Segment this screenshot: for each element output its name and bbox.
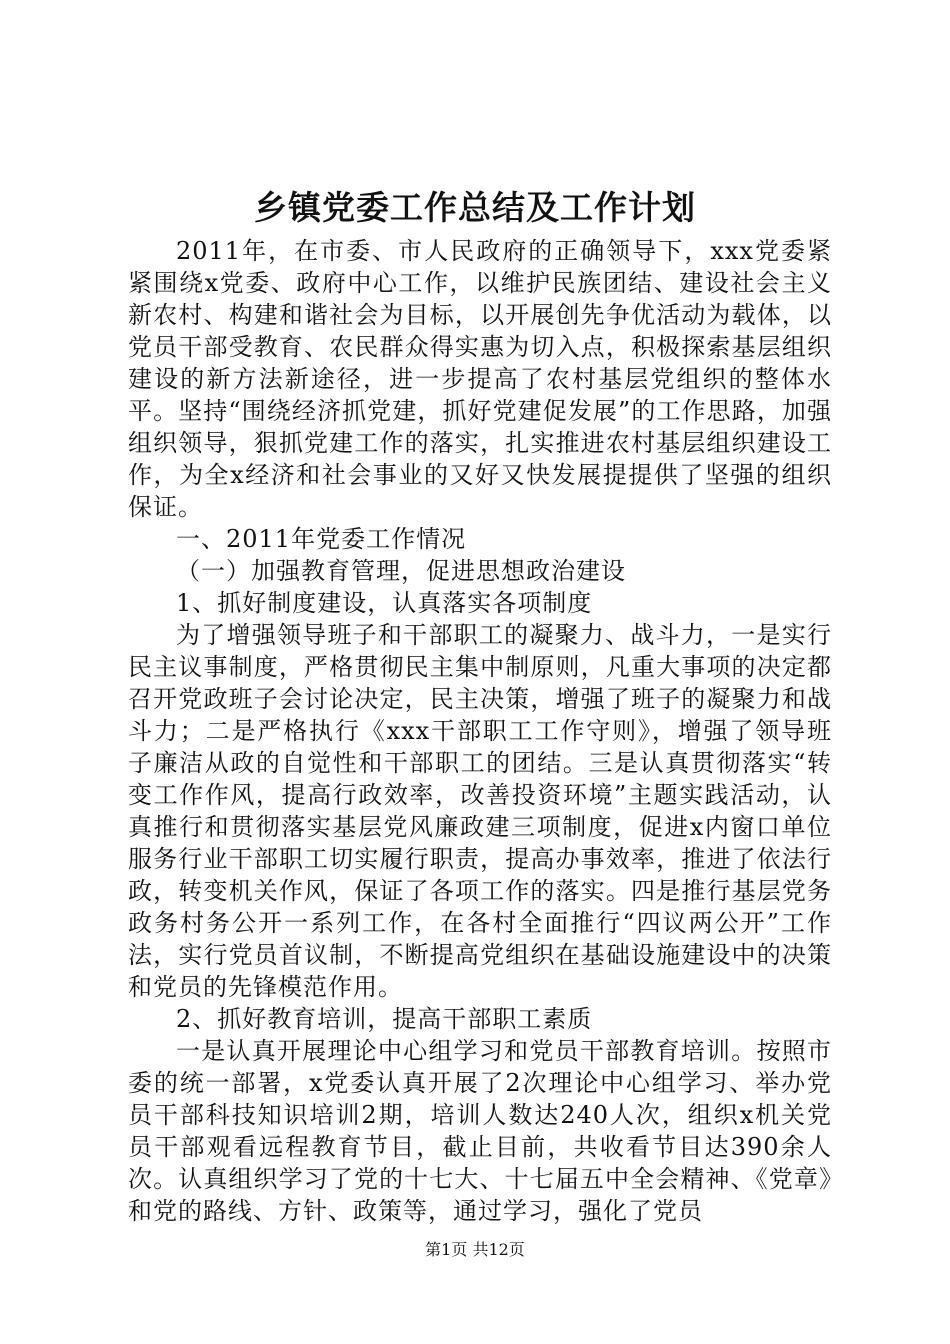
document-body: [128, 235, 832, 1227]
document-title: 乡镇党委工作总结及工作计划: [254, 188, 696, 227]
item-heading: 1、抓好制度建设，认真落实各项制度: [176, 589, 593, 617]
item-heading: 2、抓好教育培训，提高干部职工素质: [176, 1005, 593, 1033]
paragraph-system-building: 为了增强领导班子和干部职工的凝聚力、战斗力，一是实行民主议事制度，严格贯彻民主集中制原则，凡重大事项的决定都召开党政班子会讨论决定，民主决策，增强了班子的凝聚力和战斗力；二是严格执行《xxx干部职工工作守则》，增强了领导班子廉洁从政的自觉性和干部职工的团结。三是认真贯彻落实“转变工作作风，提高行政效率，改善投资环境”主题实践活动，认真推行和贯彻落实基层党风廉政建三项制度，促进x内窗口单位服务行业干部职工切实履行职责，提高办事效率，推进了依法行政，转变机关作风，保证了各项工作的落实。四是推行基层党务政务村务公开一系列工作，在各村全面推行“四议两公开”工作法，实行党员首议制，不断提高党组织在基础设施建设中的决策和党员的先锋模范作用。: [128, 621, 832, 1001]
paragraph-intro: 2011年，在市委、市人民政府的正确领导下，xxx党委紧紧围绕x党委、政府中心工作，以维护民族团结、建设社会主义新农村、构建和谐社会为目标，以开展创先争优活动为载体，以党员干部受教育、农民群众得实惠为切入点，积极探索基层组织建设的新方法新途径，进一步提高了农村基层党组织的整体水平。坚持“围绕经济抓党建，抓好党建促发展”的工作思路，加强组织领导，狠抓党建工作的落实，扎实推进农村基层组织建设工作，为全x经济和社会事业的又好又快发展提提供了坚强的组织保证。: [128, 237, 832, 521]
page-footer: 第1页 共12页: [425, 1240, 525, 1259]
subsection-heading: （一）加强教育管理，促进思想政治建设: [176, 557, 626, 585]
section-heading: 一、2011年党委工作情况: [176, 525, 467, 553]
paragraph-training: 一是认真开展理论中心组学习和党员干部教育培训。按照市委的统一部署，x党委认真开展了2次理论中心组学习、举办党员干部科技知识培训2期，培训人数达240人次，组织x机关党员干部观看远程教育节目，截止目前，共收看节目达390余人次。认真组织学习了党的十七大、十七届五中全会精神、《党章》和党的路线、方针、政策等，通过学习，强化了党员: [128, 1037, 832, 1225]
